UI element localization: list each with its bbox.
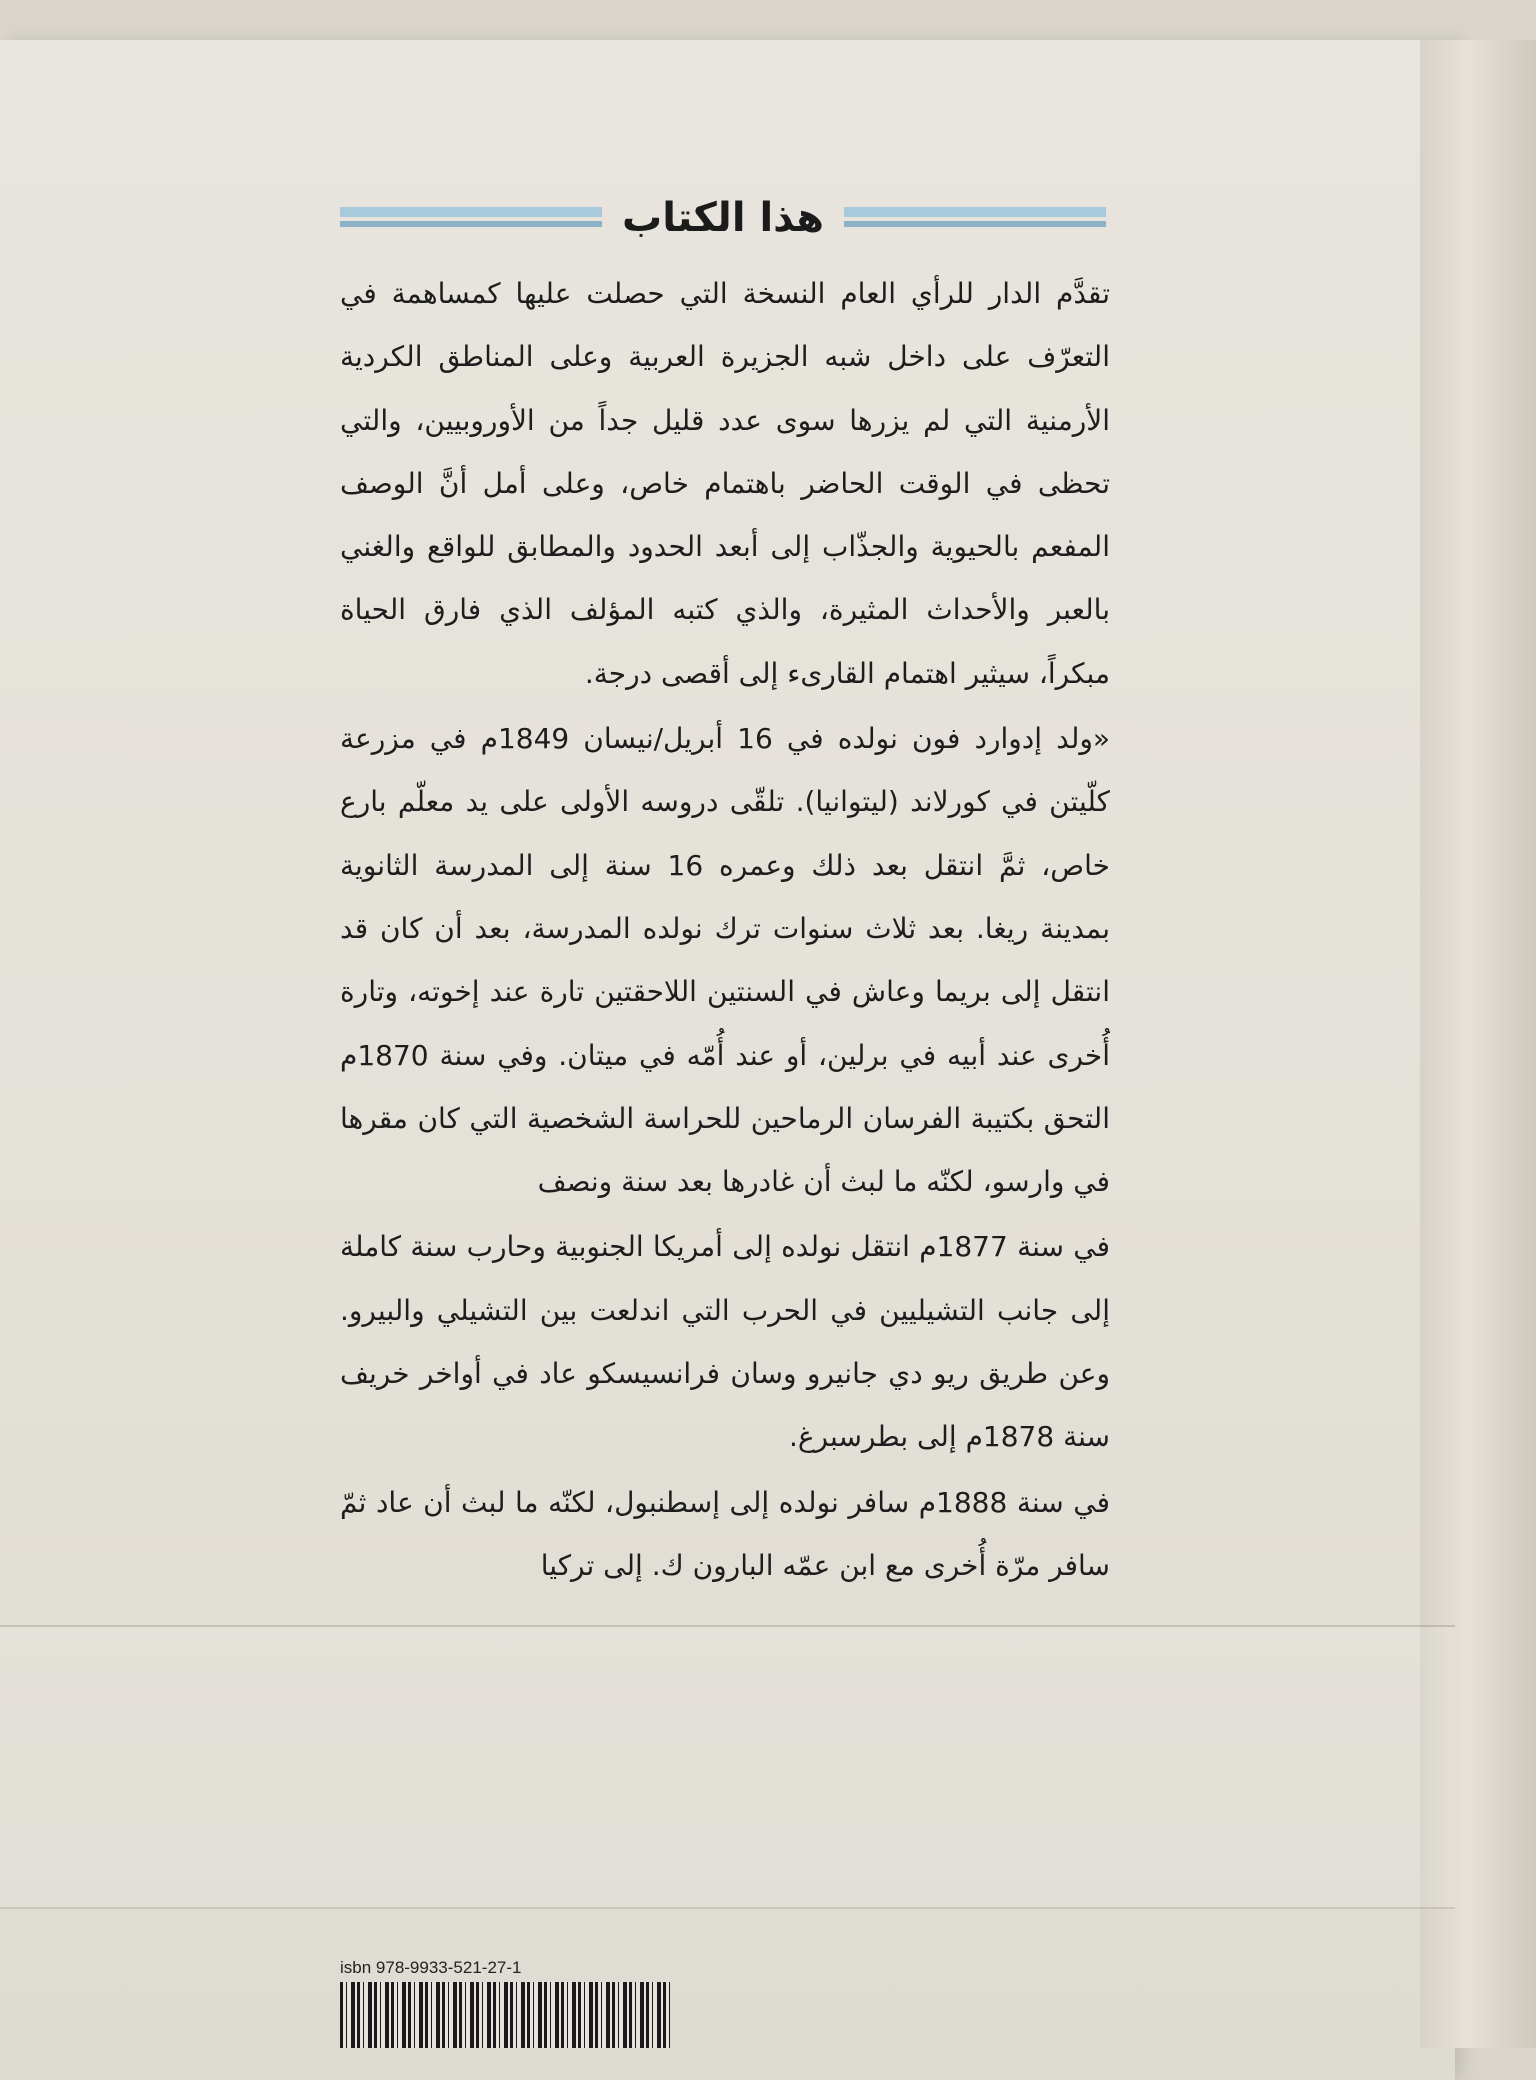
isbn-label: isbn 978-9933-521-27-1 xyxy=(340,1958,522,1977)
heading-stripe-left xyxy=(340,207,602,229)
heading: هذا الكتاب xyxy=(622,195,825,241)
paragraph-biography: «ولد إدوارد فون نولده في 16 أبريل/نيسان 1849م في مزرعة كلّيتن في كورلاند (ليتوانيا). تلقّى دروسه الأولى على يد معلّم بارع خاص، ثمَّ انتقل بعد ذلك وعمره 16 سنة إلى المدرسة الثانوية بمدينة ريغا. بعد ثلاث سنوات ترك نولده المدرسة، بعد أن كان قد انتقل إلى بريما وعاش في السنتين اللاحقتين تارة عند إخوته، وتارة أُخرى عند أبيه في برلين، أو عند أُمّه في ميتان. وفي سنة 1870م التحق بكتيبة الفرسان الرماحين للحراسة الشخصية التي كان مقرها في وارسو، لكنّه ما لبث أن غادرها بعد سنة ونصف xyxy=(340,722,1110,1199)
paragraph-intro: تقدَّم الدار للرأي العام النسخة التي حصلت عليها كمساهمة في التعرّف على داخل شبه الجزيرة العربية وعلى المناطق الكردية الأرمنية التي لم يزرها سوى عدد قليل جداً من الأوروبيين، والتي تحظى في الوقت الحاضر باهتمام خاص، وعلى أمل أنَّ الوصف المفعم بالحيوية والجذّاب إلى أبعد الحدود والمطابق للواقع والغني بالعبر والأحداث المثيرة، والذي كتبه المؤلف الذي فارق الحياة مبكراً، سيثير اهتمام القارىء إلى أقصى درجة. xyxy=(340,277,1110,690)
heading-row xyxy=(340,190,1106,246)
heading-stripe-right xyxy=(844,207,1106,229)
blurb-text xyxy=(340,262,1110,1599)
transparent-tape-strip xyxy=(0,1625,1455,1909)
barcode-icon xyxy=(340,1982,670,2048)
paragraph-south-america: في سنة 1877م انتقل نولده إلى أمريكا الجنوبية وحارب سنة كاملة إلى جانب التشيليين في الحرب التي اندلعت بين التشيلي والبيرو. وعن طريق ريو دي جانيرو وسان فرانسيسكو عاد في أواخر خريف سنة 1878م إلى بطرسبرغ. xyxy=(340,1230,1110,1454)
paragraph-istanbul: في سنة 1888م سافر نولده إلى إسطنبول، لكنّه ما لبث أن عاد ثمّ سافر مرّة أُخرى مع ابن عمّه البارون ك. إلى تركيا xyxy=(340,1485,1110,1582)
